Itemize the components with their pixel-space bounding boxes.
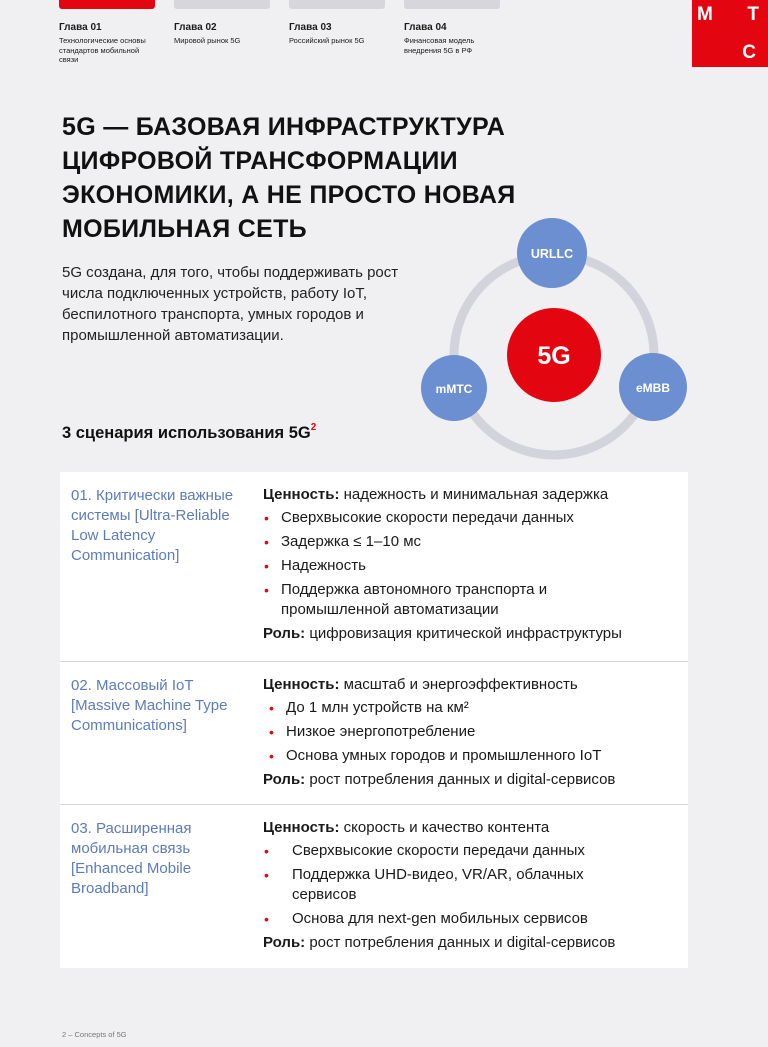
value-text: скорость и качество контента [339, 819, 550, 836]
logo-letter: М [697, 4, 713, 25]
chapter-title: Глава 03 [289, 22, 332, 33]
list-item: • Задержка ≤ 1–10 мс [263, 532, 683, 552]
list-item: • Поддержка автономного транспорта и промышленной автоматизации [263, 580, 613, 620]
scenario-title: 02. Массовый IoT [Massive Machine Type Communications] [71, 677, 228, 734]
list-item: • До 1 млн устройств на км² [268, 698, 683, 718]
node-mmtc-label: mMTC [435, 382, 473, 396]
chapter-desc: Российский рынок 5G [289, 36, 365, 45]
table-row [60, 661, 688, 804]
chapter-desc: Финансовая модель внедрения 5G в РФ [404, 36, 475, 55]
node-embb-label: eMBB [635, 381, 671, 395]
scenario-value [263, 485, 683, 505]
logo-letter: Т [747, 4, 759, 25]
chapter-desc: Мировой рынок 5G [174, 36, 241, 45]
scenario-body [263, 675, 683, 790]
role-text: цифровизация критической инфраструктуры [305, 625, 622, 642]
value-text: масштаб и энергоэффективность [339, 676, 578, 693]
footnote-marker: 2 [310, 422, 317, 433]
chapter-indicator [404, 0, 500, 9]
scenario-title: 01. Критически важные системы [Ultra-Reliable Low Latency Communication] [71, 487, 234, 564]
scenario-value [263, 675, 683, 695]
scenario-body [263, 485, 683, 644]
scenario-bullets [268, 698, 683, 766]
scenario-role [263, 624, 683, 644]
table-row [60, 804, 688, 968]
chapter-indicator [289, 0, 385, 9]
usage-heading-text: 3 сценария использования 5G [62, 424, 311, 442]
role-label: Роль: [263, 625, 306, 642]
list-item: • Основа для next-gen мобильных сервисов [263, 909, 683, 929]
chapter-indicator [174, 0, 270, 9]
mts-logo [692, 0, 768, 67]
chapter-desc: Технологические основы стандартов мобильной связи [59, 36, 146, 64]
value-label: Ценность: [263, 819, 340, 836]
usage-heading [62, 424, 316, 443]
value-label: Ценность: [263, 486, 340, 503]
role-text: рост потребления данных и digital-сервисов [305, 771, 616, 788]
scenario-role [263, 770, 683, 790]
chapter-title: Глава 02 [174, 22, 217, 33]
logo-letter: С [742, 42, 756, 63]
list-item: • Сверхвысокие скорости передачи данных [263, 508, 683, 528]
scenario-body [263, 818, 683, 953]
value-text: надежность и минимальная задержка [339, 486, 609, 503]
chapter-indicator [59, 0, 155, 9]
scenario-value [263, 818, 683, 838]
role-label: Роль: [263, 934, 306, 951]
value-label: Ценность: [263, 676, 340, 693]
role-label: Роль: [263, 771, 306, 788]
chapter-title: Глава 04 [404, 22, 447, 33]
role-text: рост потребления данных и digital-сервисов [305, 934, 616, 951]
intro-paragraph: 5G создана, для того, чтобы поддерживать рост числа подключенных устройств, работу IoT, беспилотного транспорта, умных городов и промышленной автоматизации. [62, 264, 399, 344]
scenarios-table [60, 472, 688, 968]
chapter-tab-2[interactable] [174, 0, 270, 46]
node-urllc-label: URLLC [530, 247, 574, 261]
page-footer: 2 – Concepts of 5G [62, 1030, 127, 1039]
page-title: 5G — БАЗОВАЯ ИНФРАСТРУКТУРА ЦИФРОВОЙ ТРАНСФОРМАЦИИ ЭКОНОМИКИ, А НЕ ПРОСТО НОВАЯ МОБИЛЬНАЯ СЕТЬ [62, 113, 516, 243]
chapter-tab-4[interactable] [404, 0, 500, 55]
center-label: 5G [537, 342, 571, 370]
list-item: • Поддержка UHD-видео, VR/AR, облачных сервисов [263, 865, 633, 905]
scenario-bullets [263, 508, 683, 620]
list-item: • Низкое энергопотребление [268, 722, 683, 742]
chapter-tab-3[interactable] [289, 0, 385, 46]
list-item: • Сверхвысокие скорости передачи данных [263, 841, 683, 861]
chapter-title: Глава 01 [59, 22, 102, 33]
list-item: • Надежность [263, 556, 683, 576]
chapter-tab-1[interactable] [59, 0, 155, 65]
list-item: • Основа умных городов и промышленного IoT [268, 746, 683, 766]
table-row [60, 472, 688, 661]
5g-diagram [410, 210, 700, 470]
scenario-role [263, 933, 683, 953]
scenario-bullets [263, 841, 683, 929]
scenario-title: 03. Расширенная мобильная связь [Enhanced Mobile Broadband] [71, 820, 192, 897]
